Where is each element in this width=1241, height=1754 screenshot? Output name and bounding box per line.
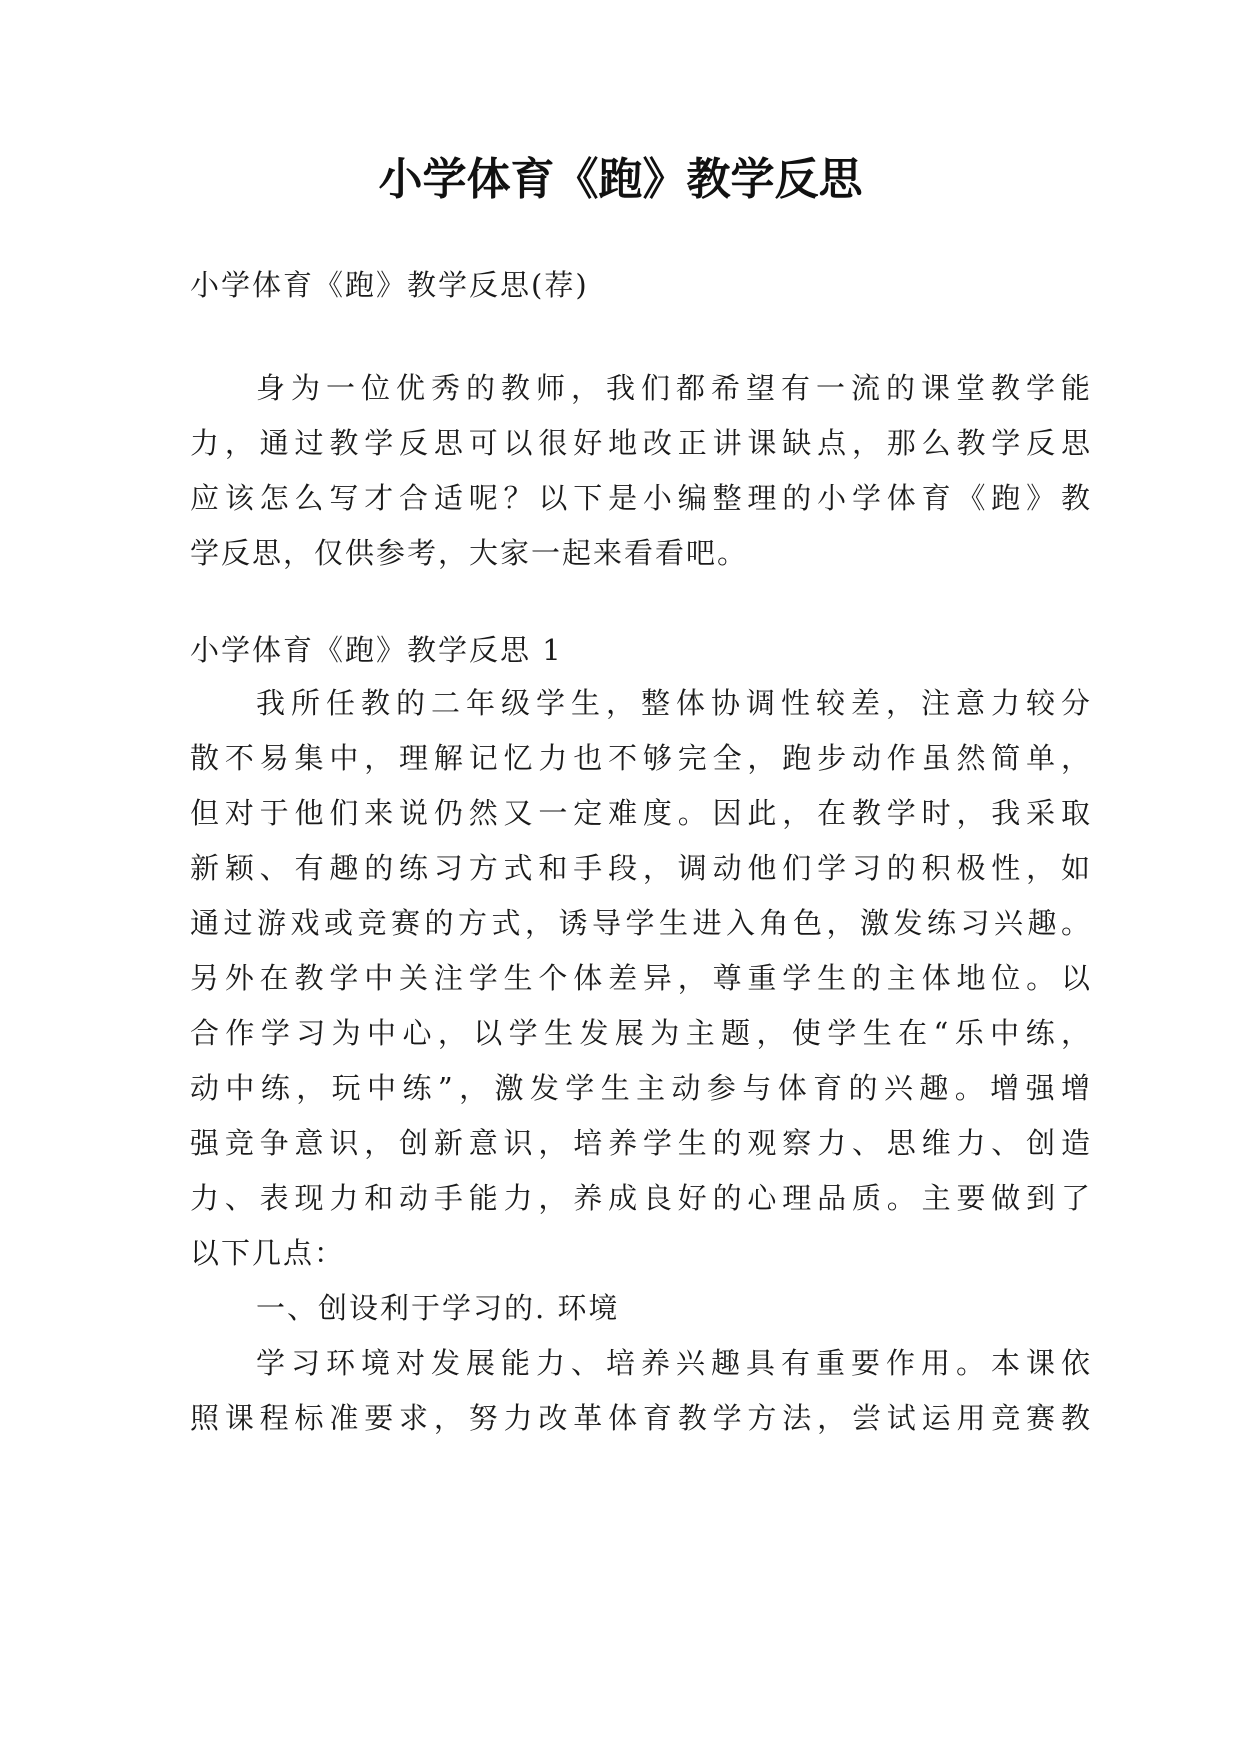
section-heading: 小学体育《跑》教学反思 1 xyxy=(190,633,563,667)
body-line: 以下几点： xyxy=(190,1236,346,1270)
point-line: 学习环境对发展能力、培养兴趣具有重要作用。本课依 xyxy=(256,1346,1090,1380)
body-line: 强竞争意识，创新意识，培养学生的观察力、思维力、创造 xyxy=(190,1126,1090,1160)
body-line: 力、表现力和动手能力，养成良好的心理品质。主要做到了 xyxy=(190,1181,1090,1215)
point-heading: 一、创设利于学习的. 环境 xyxy=(256,1291,620,1325)
intro-line: 应该怎么写才合适呢？以下是小编整理的小学体育《跑》教 xyxy=(190,481,1090,515)
point-line: 照课程标准要求，努力改革体育教学方法，尝试运用竞赛教 xyxy=(190,1401,1090,1435)
body-line: 我所任教的二年级学生，整体协调性较差，注意力较分 xyxy=(256,686,1090,720)
body-line: 动中练，玩中练”，激发学生主动参与体育的兴趣。增强增 xyxy=(190,1071,1090,1105)
intro-line: 学反思，仅供参考，大家一起来看看吧。 xyxy=(190,536,749,570)
body-line: 通过游戏或竞赛的方式，诱导学生进入角色，激发练习兴趣。 xyxy=(190,906,1090,940)
body-line: 但对于他们来说仍然又一定难度。因此，在教学时，我采取 xyxy=(190,796,1090,830)
document-subtitle: 小学体育《跑》教学反思(荐) xyxy=(190,268,589,302)
body-line: 合作学习为中心，以学生发展为主题，使学生在“乐中练， xyxy=(190,1016,1090,1050)
body-line: 散不易集中，理解记忆力也不够完全，跑步动作虽然简单， xyxy=(190,741,1090,775)
body-line: 另外在教学中关注学生个体差异，尊重学生的主体地位。以 xyxy=(190,961,1090,995)
intro-line: 力，通过教学反思可以很好地改正讲课缺点，那么教学反思 xyxy=(190,426,1090,460)
document-title: 小学体育《跑》教学反思 xyxy=(378,154,863,205)
intro-line: 身为一位优秀的教师，我们都希望有一流的课堂教学能 xyxy=(256,371,1090,405)
body-line: 新颖、有趣的练习方式和手段，调动他们学习的积极性，如 xyxy=(190,851,1090,885)
